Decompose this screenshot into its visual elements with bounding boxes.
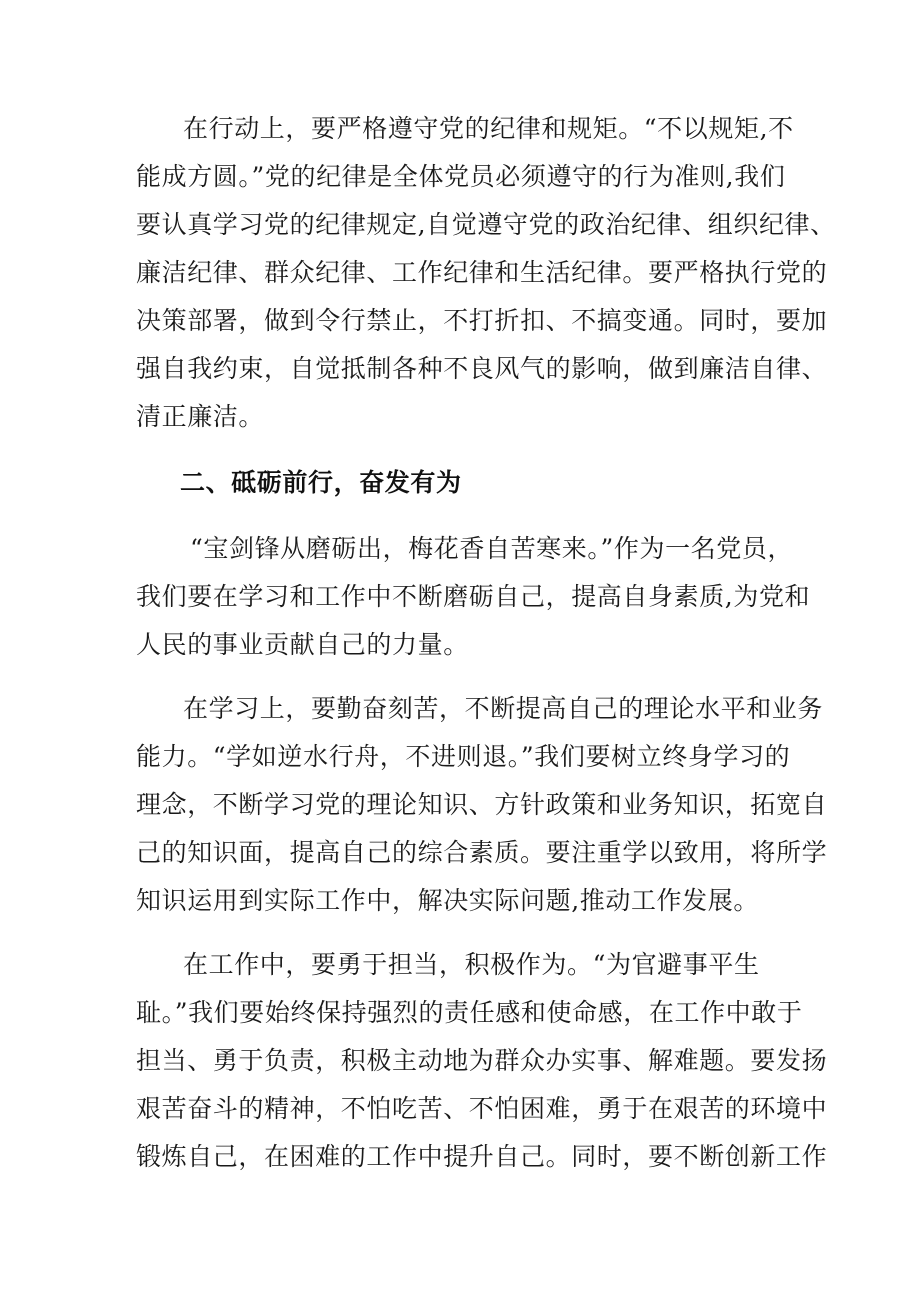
text-line: 耻。”我们要始终保持强烈的责任感和使命感，在工作中敢于	[136, 998, 803, 1027]
text-line: “宝剑锋从磨砺出，梅花香自苦寒来。”作为一名党员，	[190, 534, 794, 563]
text-line: 在行动上，要严格遵守党的纪律和规矩。“不以规矩,不	[183, 114, 794, 143]
text-line: 我们要在学习和工作中不断磨砺自己，提高自身素质,为党和	[136, 582, 811, 611]
text-line: 锻炼自己，在困难的工作中提升自己。同时，要不断创新工作	[136, 1142, 828, 1171]
text-line: 艰苦奋斗的精神，不怕吃苦、不怕困难，勇于在艰苦的环境中	[136, 1094, 828, 1123]
text-line: 理念，不断学习党的理论知识、方针政策和业务知识，拓宽自	[136, 790, 828, 819]
text-line: 在工作中，要勇于担当，积极作为。“为官避事平生	[183, 950, 760, 979]
text-line: 清正廉洁。	[136, 402, 265, 431]
text-line: 己的知识面，提高自己的综合素质。要注重学以致用，将所学	[136, 838, 828, 867]
section-heading: 二、砥砺前行，奋发有为	[180, 468, 462, 497]
text-line: 能力。“学如逆水行舟，不进则退。”我们要树立终身学习的	[136, 742, 791, 771]
text-line: 人民的事业贡献自己的力量。	[136, 630, 469, 659]
text-line: 强自我约束，自觉抵制各种不良风气的影响，做到廉洁自律、	[136, 354, 828, 383]
text-line: 廉洁纪律、群众纪律、工作纪律和生活纪律。要严格执行党的	[136, 258, 828, 287]
text-line: 在学习上，要勤奋刻苦，不断提高自己的理论水平和业务	[183, 694, 824, 723]
text-line: 要认真学习党的纪律规定,自觉遵守党的政治纪律、组织纪律、	[136, 210, 836, 239]
text-line: 决策部署，做到令行禁止，不打折扣、不搞变通。同时，要加	[136, 306, 828, 335]
text-line: 担当、勇于负责，积极主动地为群众办实事、解难题。要发扬	[136, 1046, 828, 1075]
text-line: 知识运用到实际工作中，解决实际问题,推动工作发展。	[136, 886, 759, 915]
text-line: 能成方圆。”党的纪律是全体党员必须遵守的行为准则,我们	[136, 162, 786, 191]
